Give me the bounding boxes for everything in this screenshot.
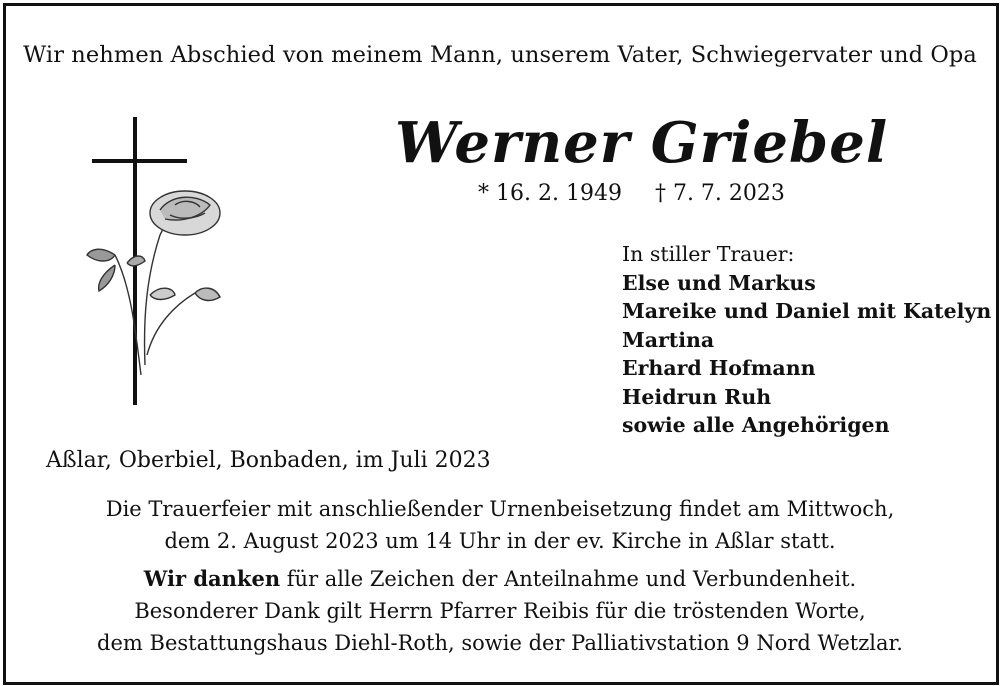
place-and-date: Aßlar, Oberbiel, Bonbaden, im Juli 2023 bbox=[46, 448, 491, 473]
mourner-name: sowie alle Angehörigen bbox=[622, 413, 890, 437]
mourner-name: Mareike und Daniel mit Katelyn bbox=[622, 299, 992, 323]
rose-icon bbox=[87, 191, 220, 375]
mourner-name: Erhard Hofmann bbox=[622, 356, 816, 380]
thanks-rest: für alle Zeichen der Anteilnahme und Verbundenheit. bbox=[280, 567, 857, 591]
birth-date: * 16. 2. 1949 bbox=[478, 181, 622, 206]
mourner-name: Heidrun Ruh bbox=[622, 384, 772, 409]
service-line: dem 2. August 2023 um 14 Uhr in der ev. Kirche in Aßlar statt. bbox=[164, 529, 836, 553]
death-date: † 7. 7. 2023 bbox=[654, 181, 785, 206]
thanks-text bbox=[0, 563, 1000, 659]
thanks-line: Besonderer Dank gilt Herrn Pfarrer Reibis für die tröstenden Worte, bbox=[134, 599, 866, 623]
thanks-line: dem Bestattungshaus Diehl-Roth, sowie der Palliativstation 9 Nord Wetzlar. bbox=[97, 631, 903, 655]
mourners-list bbox=[622, 240, 991, 440]
mourner-name: Else und Markus bbox=[622, 270, 816, 295]
thanks-line bbox=[0, 563, 1000, 595]
cross-and-rose-illustration bbox=[85, 115, 235, 410]
mourners-lead: In stiller Trauer: bbox=[622, 242, 795, 266]
service-line: Die Trauerfeier mit anschließender Urnenbeisetzung findet am Mittwoch, bbox=[105, 497, 895, 521]
deceased-name: Werner Griebel bbox=[395, 110, 889, 176]
intro-text: Wir nehmen Abschied von meinem Mann, unserem Vater, Schwiegervater und Opa bbox=[23, 42, 977, 68]
mourner-name: Martina bbox=[622, 327, 715, 352]
service-info bbox=[0, 493, 1000, 557]
thanks-bold: Wir danken bbox=[143, 566, 281, 591]
life-dates bbox=[478, 181, 785, 206]
